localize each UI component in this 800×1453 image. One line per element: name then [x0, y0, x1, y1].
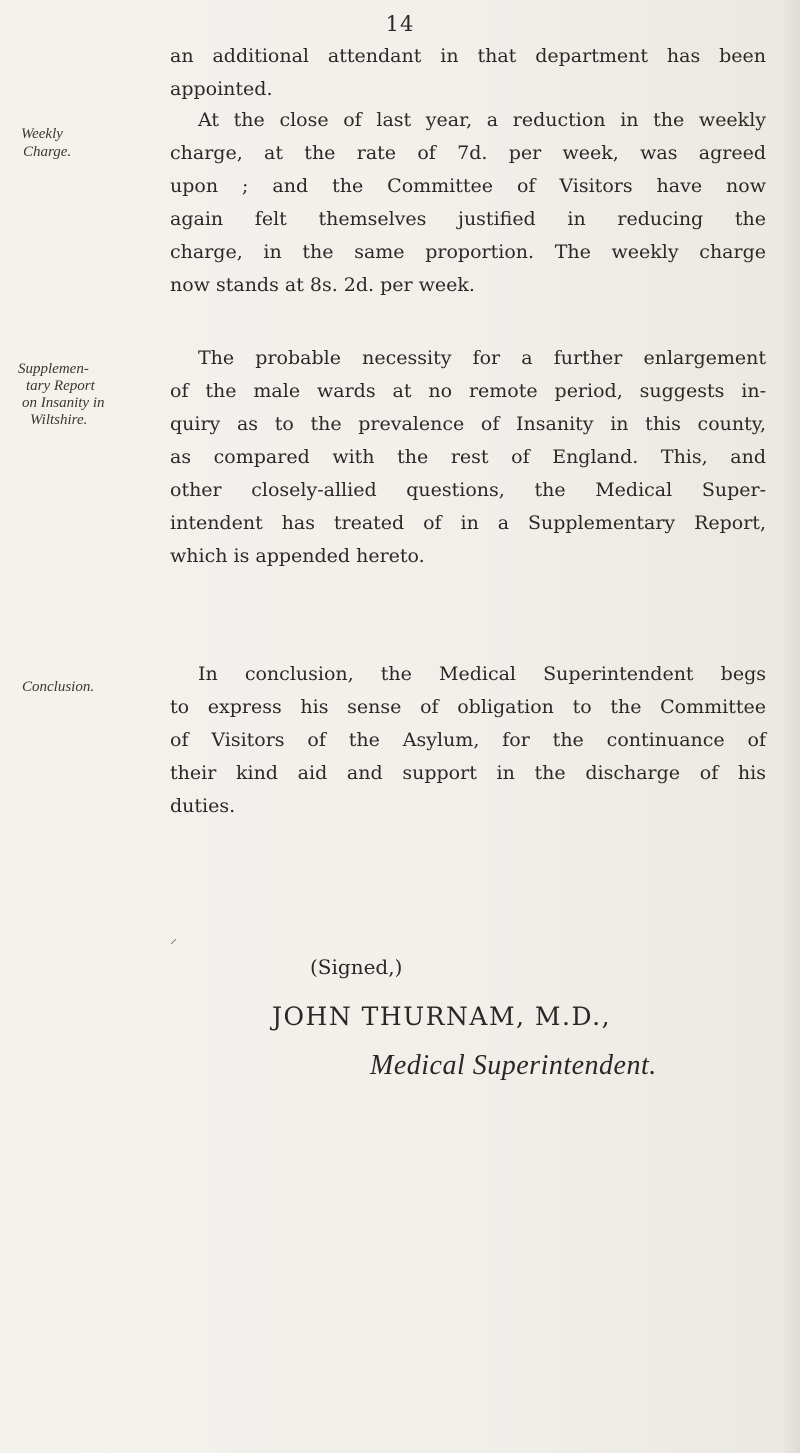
- text-line: The probable necessity for a further enlargement: [198, 347, 766, 369]
- sidenote-line: Wiltshire.: [30, 412, 88, 428]
- paragraph-conclusion: [170, 658, 766, 823]
- signer-name: JOHN THURNAM, M.D.,: [272, 1002, 612, 1031]
- paragraph-supplementary-report: [170, 342, 766, 573]
- text-line: intendent has treated of in a Supplementary Report,: [170, 512, 766, 534]
- stray-mark: ⸍: [170, 937, 177, 953]
- text-line: charge, in the same proportion. The weekly charge: [170, 241, 766, 263]
- text-line: of the male wards at no remote period, suggests in-: [170, 380, 766, 402]
- page-number: 14: [385, 12, 415, 36]
- text-line: At the close of last year, a reduction in the weekly: [198, 109, 766, 131]
- text-line: of Visitors of the Asylum, for the continuance of: [170, 729, 766, 751]
- text-line: their kind aid and support in the discharge of his: [170, 762, 766, 784]
- text-line: now stands at 8s. 2d. per week.: [170, 274, 475, 296]
- text-line: which is appended hereto.: [170, 545, 425, 567]
- sidenote-supplementary-report: [18, 361, 150, 429]
- text-line: an additional attendant in that department has been: [170, 45, 766, 67]
- sidenote-line: tary Report: [26, 378, 95, 394]
- text-line: again felt themselves justified in reducing the: [170, 208, 766, 230]
- continuation-paragraph: [170, 40, 766, 106]
- signed-label: (Signed,): [310, 955, 403, 979]
- paragraph-weekly-charge: [170, 104, 766, 302]
- text-line: quiry as to the prevalence of Insanity in this county,: [170, 413, 766, 435]
- sidenote-line: on Insanity in: [22, 395, 105, 411]
- text-line: appointed.: [170, 78, 273, 100]
- signer-title: Medical Superintendent.: [370, 1050, 657, 1081]
- page-edge-shadow: [782, 0, 800, 1453]
- text-line: upon ; and the Committee of Visitors have now: [170, 175, 766, 197]
- text-line: In conclusion, the Medical Superintendent begs: [198, 663, 766, 685]
- sidenote-line: Weekly: [21, 126, 63, 142]
- text-line: charge, at the rate of 7d. per week, was agreed: [170, 142, 766, 164]
- text-line: as compared with the rest of England. This, and: [170, 446, 766, 468]
- text-line: other closely-allied questions, the Medical Super-: [170, 479, 766, 501]
- sidenote-line: Charge.: [23, 144, 72, 160]
- sidenote-line: Supplemen-: [18, 361, 89, 377]
- sidenote-line: Conclusion.: [22, 679, 95, 695]
- text-line: to express his sense of obligation to the Committee: [170, 696, 766, 718]
- text-line: duties.: [170, 795, 236, 817]
- sidenote-conclusion: [22, 678, 154, 696]
- sidenote-weekly-charge: [21, 125, 153, 161]
